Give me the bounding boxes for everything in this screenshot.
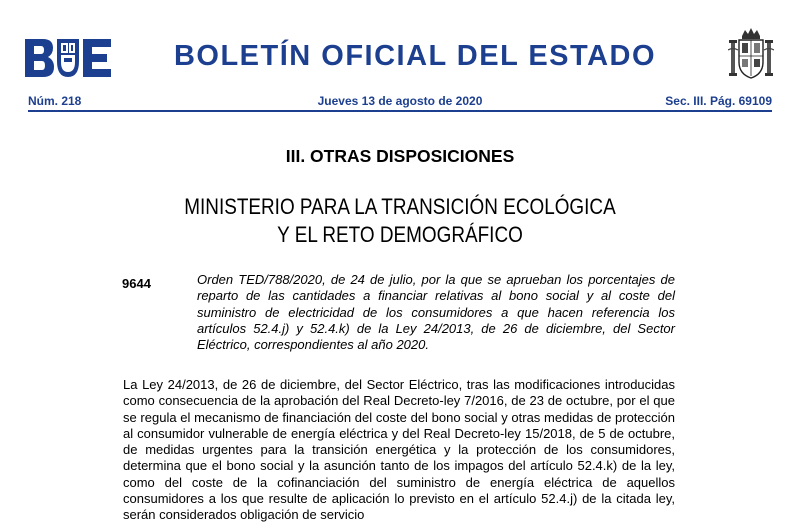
gazette-meta-row [28, 94, 772, 110]
section-page: Sec. III. Pág. 69109 [665, 94, 772, 108]
ministry-heading [56, 193, 744, 249]
header-divider [28, 110, 772, 112]
coat-of-arms-icon [728, 28, 774, 82]
section-title: III. OTRAS DISPOSICIONES [285, 146, 515, 166]
gazette-header [0, 0, 800, 112]
gazette-title: BOLETÍN OFICIAL DEL ESTADO [173, 40, 657, 72]
body-paragraph: La Ley 24/2013, de 26 de diciembre, del Sector Eléctrico, tras las modificaciones introducidas como consecuencia de la aprobación del Real Decreto-ley 7/2016, de 23 de octubre, por el que se regula el mecanismo de financiación del coste del bono social y otras medidas de protección al consumidor vulnerable de energía eléctrica y del Real Decreto-ley 15/2018, de 5 de octubre, de medidas urgentes para la transición energética y la protección de los consumidores, determina que el bono social y la asunción tanto de los impagos del artículo 52.4.k) de la ley, como del coste de la cofinanciación del suministro de energía eléctrica de aquellos consumidores a los que resulte de aplicación lo previsto en el artículo 52.4.j) de la citada ley, serán considerados obligación de servicio [123, 377, 675, 523]
ministry-line-2: Y EL RETO DEMOGRÁFICO [277, 222, 523, 247]
order-number: 9644 [122, 276, 151, 291]
order-title: Orden TED/788/2020, de 24 de julio, por la que se aprueban los porcentajes de reparto de las cantidades a financiar relativas al bono social y al coste del suministro de electricidad de los consumidores a que hacen referencia los artículos 52.4.j) y 52.4.k) de la Ley 24/2013, de 26 de diciembre, del Sector Eléctrico, correspondientes al año 2020. [197, 272, 675, 353]
issue-number: Núm. 218 [28, 94, 82, 108]
issue-date: Jueves 13 de agosto de 2020 [317, 94, 483, 108]
ministry-line-1: MINISTERIO PARA LA TRANSICIÓN ECOLÓGICA [184, 194, 616, 219]
